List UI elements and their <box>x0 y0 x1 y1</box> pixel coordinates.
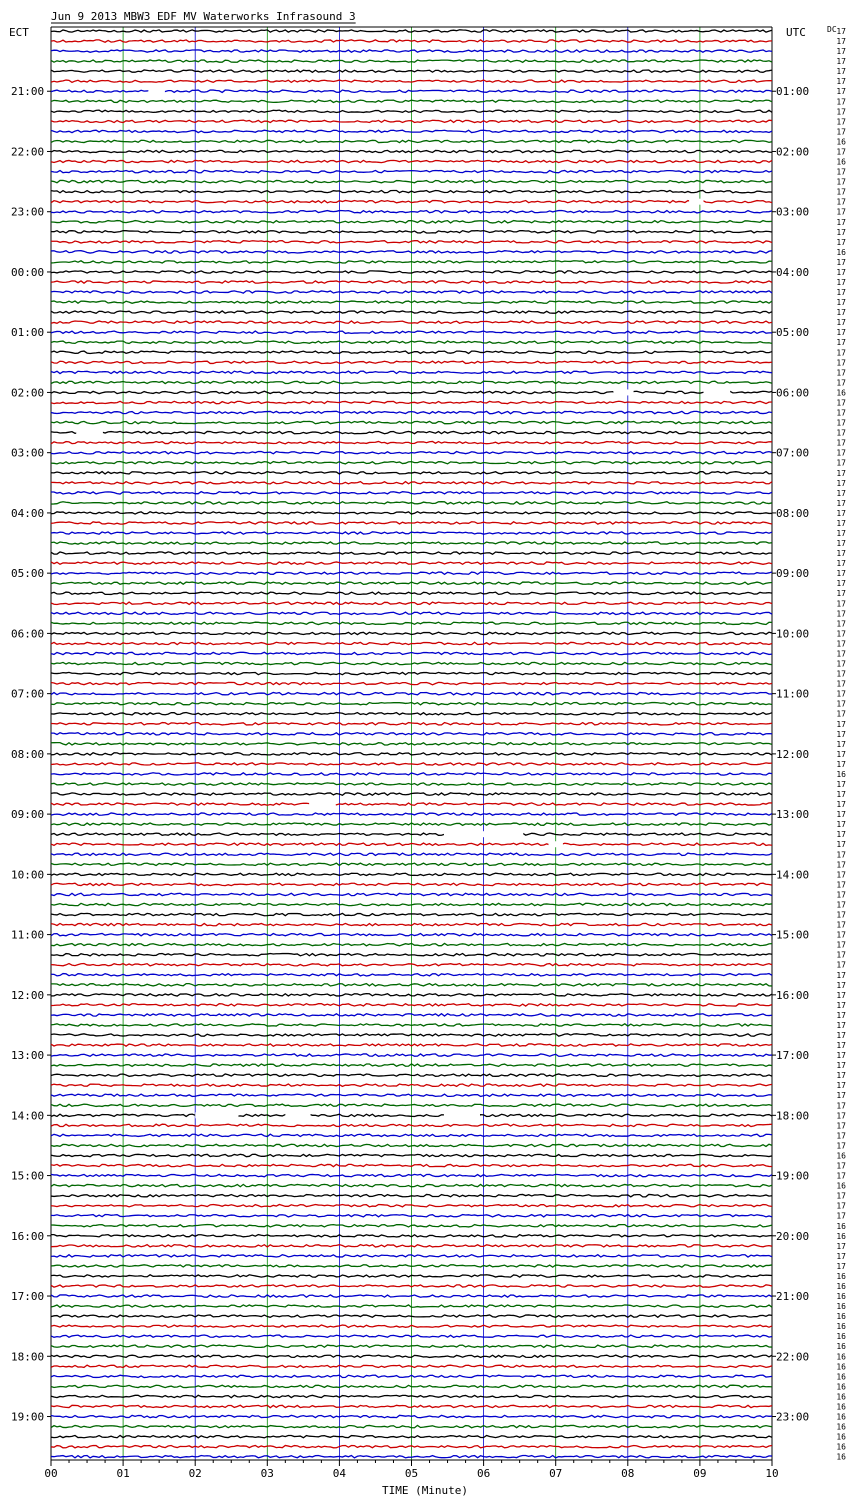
trace-scale-value: 17 <box>836 790 846 800</box>
right-hour-label: 17:00 <box>776 1049 810 1063</box>
data-gap-10 <box>444 1112 480 1118</box>
trace-scale-value: 17 <box>836 1191 846 1201</box>
trace-scale-value: 17 <box>836 408 846 418</box>
left-hour-label: 06:00 <box>11 627 45 641</box>
right-hour-label: 22:00 <box>776 1350 810 1364</box>
trace-scale-value: 17 <box>836 739 846 749</box>
trace-scale-value: 17 <box>836 689 846 699</box>
trace-scale-value: 17 <box>836 599 846 609</box>
right-hour-label: 20:00 <box>776 1229 810 1243</box>
trace-scale-value: 17 <box>836 478 846 488</box>
left-hour-label: 14:00 <box>11 1109 45 1123</box>
trace-scale-value: 17 <box>836 308 846 318</box>
trace-scale-value: 17 <box>836 278 846 287</box>
trace-scale-value: 17 <box>836 187 846 197</box>
trace-scale-value: 17 <box>836 870 846 880</box>
trace-scale-value: 17 <box>836 227 846 237</box>
data-gap-6 <box>444 831 523 837</box>
trace-scale-value: 17 <box>836 1171 846 1181</box>
right-hour-label: 01:00 <box>776 85 810 99</box>
trace-scale-value: 17 <box>836 659 846 669</box>
trace-scale-value: 17 <box>836 1251 846 1261</box>
x-tick-label: 04 <box>332 1467 347 1480</box>
trace-scale-value: 17 <box>836 860 846 870</box>
trace-scale-value: 17 <box>836 619 846 629</box>
trace-scale-value: 17 <box>836 1141 846 1151</box>
right-hour-label: 12:00 <box>776 747 810 761</box>
right-hour-label: 02:00 <box>776 145 810 159</box>
left-hour-label: 11:00 <box>11 928 45 942</box>
right-hour-label: 21:00 <box>776 1290 810 1304</box>
trace-scale-value: 17 <box>836 57 846 67</box>
trace-scale-value: 16 <box>836 1422 846 1432</box>
data-gap-5 <box>309 801 336 807</box>
right-hour-label: 08:00 <box>776 506 810 520</box>
data-gap-3 <box>704 389 731 395</box>
trace-scale-value: 17 <box>836 850 846 860</box>
trace-scale-value: 16 <box>836 247 846 257</box>
trace-scale-value: 17 <box>836 729 846 739</box>
trace-scale-value: 17 <box>836 508 846 518</box>
trace-scale-value: 17 <box>836 368 846 378</box>
trace-scale-value: 17 <box>836 77 846 87</box>
trace-scale-value: 17 <box>836 549 846 559</box>
trace-scale-value: 16 <box>836 1402 846 1412</box>
trace-scale-value: 17 <box>836 780 846 789</box>
right-hour-label: 07:00 <box>776 446 810 460</box>
data-gap-4 <box>76 430 103 436</box>
left-hour-label: 12:00 <box>11 988 45 1002</box>
x-axis-title: TIME (Minute) <box>381 1484 469 1497</box>
trace-scale-value: 17 <box>836 1241 846 1251</box>
trace-scale-value: 17 <box>836 800 846 810</box>
trace-scale-value: 16 <box>836 1221 846 1231</box>
trace-scale-value: 17 <box>836 37 846 47</box>
trace-scale-value: 16 <box>836 137 846 147</box>
trace-scale-value: 17 <box>836 87 846 97</box>
trace-scale-value: 16 <box>836 1181 846 1191</box>
trace-scale-value: 16 <box>836 769 846 779</box>
trace-scale-value: 17 <box>836 358 846 368</box>
trace-scale-value: 17 <box>836 1071 846 1081</box>
trace-scale-value: 17 <box>836 1261 846 1271</box>
trace-scale-value: 17 <box>836 589 846 599</box>
trace-scale-value: 16 <box>836 1342 846 1352</box>
left-hour-label: 01:00 <box>11 326 45 340</box>
trace-scale-value: 17 <box>836 579 846 589</box>
x-tick-label: 10 <box>765 1467 779 1480</box>
trace-scale-value: 17 <box>836 267 846 277</box>
trace-scale-value: 16 <box>836 1412 846 1422</box>
trace-scale-value: 17 <box>836 649 846 659</box>
x-tick-label: 00 <box>44 1467 58 1480</box>
trace-scale-value: 17 <box>836 950 846 960</box>
right-hour-label: 09:00 <box>776 567 810 581</box>
trace-scale-value: 16 <box>836 1452 846 1462</box>
trace-scale-value: 16 <box>836 1372 846 1382</box>
data-gap-8 <box>195 1112 238 1118</box>
left-hour-label: 21:00 <box>11 85 45 99</box>
trace-scale-value: 17 <box>836 1031 846 1040</box>
trace-scale-value: 17 <box>836 719 846 729</box>
trace-scale-value: 17 <box>836 529 846 538</box>
trace-scale-value: 16 <box>836 1271 846 1281</box>
left-hour-label: 04:00 <box>11 506 45 520</box>
trace-scale-value: 17 <box>836 27 846 36</box>
right-hour-label: 18:00 <box>776 1109 810 1123</box>
left-hour-label: 05:00 <box>11 567 45 581</box>
trace-scale-value: 17 <box>836 1131 846 1141</box>
trace-scale-value: 17 <box>836 328 846 338</box>
trace-scale-value: 17 <box>836 1091 846 1101</box>
trace-scale-value: 17 <box>836 177 846 187</box>
trace-scale-value: 17 <box>836 910 846 920</box>
trace-scale-value: 17 <box>836 980 846 990</box>
trace-scale-value: 17 <box>836 67 846 77</box>
data-gap-2 <box>613 389 633 395</box>
trace-scale-value: 17 <box>836 1051 846 1061</box>
trace-scale-value: 17 <box>836 679 846 689</box>
right-hour-label: 23:00 <box>776 1410 810 1424</box>
x-tick-label: 07 <box>549 1467 563 1480</box>
trace-scale-value: 17 <box>836 609 846 619</box>
trace-scale-value: 17 <box>836 920 846 930</box>
trace-scale-value: 17 <box>836 448 846 458</box>
trace-scale-value: 17 <box>836 127 846 137</box>
trace-scale-value: 16 <box>836 1282 846 1291</box>
trace-scale-value: 17 <box>836 47 846 57</box>
trace-scale-value: 17 <box>836 1061 846 1071</box>
right-hour-label: 04:00 <box>776 265 810 279</box>
data-gap-7 <box>548 841 562 847</box>
x-tick-label: 06 <box>476 1467 491 1480</box>
trace-scale-value: 17 <box>836 418 846 428</box>
left-hour-label: 13:00 <box>11 1049 45 1063</box>
trace-scale-value: 17 <box>836 197 846 207</box>
trace-scale-value: 17 <box>836 930 846 940</box>
trace-scale-value: 17 <box>836 1020 846 1030</box>
trace-scale-value: 17 <box>836 498 846 508</box>
left-timezone-label: ECT <box>9 26 29 39</box>
trace-scale-value: 17 <box>836 970 846 980</box>
trace-scale-value: 17 <box>836 639 846 649</box>
left-hour-label: 16:00 <box>11 1229 45 1243</box>
trace-scale-value: 17 <box>836 1211 846 1221</box>
trace-scale-value: 17 <box>836 167 846 177</box>
trace-scale-value: 17 <box>836 217 846 227</box>
trace-scale-value: 17 <box>836 338 846 348</box>
trace-scale-value: 17 <box>836 699 846 709</box>
left-hour-label: 22:00 <box>11 145 45 159</box>
trace-scale-value: 16 <box>836 1332 846 1342</box>
trace-scale-value: 17 <box>836 759 846 769</box>
x-tick-label: 09 <box>693 1467 707 1480</box>
trace-scale-value: 17 <box>836 438 846 448</box>
trace-scale-value: 16 <box>836 157 846 167</box>
data-gap-1 <box>689 199 703 205</box>
trace-scale-value: 17 <box>836 1000 846 1010</box>
trace-scale-value: 17 <box>836 518 846 528</box>
trace-scale-value: 17 <box>836 97 846 107</box>
left-hour-label: 10:00 <box>11 868 45 882</box>
trace-scale-value: 17 <box>836 147 846 157</box>
trace-scale-value: 16 <box>836 1392 846 1402</box>
left-hour-label: 18:00 <box>11 1350 45 1364</box>
left-hour-label: 17:00 <box>11 1290 45 1304</box>
trace-scale-value: 17 <box>836 669 846 679</box>
data-gap-0 <box>148 88 165 94</box>
x-tick-label: 01 <box>116 1467 130 1480</box>
right-timezone-label: UTC <box>786 26 806 39</box>
trace-scale-value: 17 <box>836 840 846 850</box>
trace-scale-value: 17 <box>836 820 846 830</box>
trace-scale-value: 17 <box>836 1161 846 1171</box>
trace-scale-value: 16 <box>836 1382 846 1392</box>
trace-scale-value: 16 <box>836 1292 846 1302</box>
x-tick-label: 02 <box>188 1467 202 1480</box>
trace-scale-value: 16 <box>836 1231 846 1241</box>
trace-scale-value: 17 <box>836 378 846 388</box>
right-hour-label: 16:00 <box>776 988 810 1002</box>
trace-scale-value: 17 <box>836 117 846 127</box>
trace-scale-value: 17 <box>836 900 846 910</box>
trace-scale-value: 16 <box>836 1432 846 1442</box>
trace-scale-value: 17 <box>836 880 846 890</box>
trace-scale-value: 17 <box>836 428 846 438</box>
right-hour-label: 05:00 <box>776 326 810 340</box>
right-hour-label: 06:00 <box>776 386 810 400</box>
trace-scale-value: 17 <box>836 488 846 498</box>
left-hour-label: 07:00 <box>11 687 45 701</box>
trace-scale-value: 17 <box>836 1201 846 1211</box>
trace-scale-value: 17 <box>836 1111 846 1121</box>
trace-scale-value: 17 <box>836 629 846 639</box>
left-hour-label: 19:00 <box>11 1410 45 1424</box>
trace-scale-value: 17 <box>836 709 846 719</box>
trace-scale-value: 16 <box>836 1352 846 1362</box>
right-hour-label: 14:00 <box>776 868 810 882</box>
x-tick-label: 03 <box>260 1467 274 1480</box>
trace-scale-value: 17 <box>836 458 846 468</box>
trace-scale-value: 17 <box>836 468 846 478</box>
trace-scale-value: 17 <box>836 348 846 358</box>
left-hour-label: 03:00 <box>11 446 45 460</box>
trace-scale-value: 16 <box>836 1442 846 1452</box>
dc-label: DC <box>827 25 837 34</box>
left-hour-label: 23:00 <box>11 205 45 219</box>
left-hour-label: 15:00 <box>11 1169 45 1183</box>
trace-scale-value: 17 <box>836 1081 846 1091</box>
x-tick-label: 08 <box>621 1467 635 1480</box>
trace-scale-value: 17 <box>836 559 846 569</box>
trace-scale-value: 16 <box>836 1312 846 1322</box>
left-hour-label: 08:00 <box>11 747 45 761</box>
trace-scale-value: 16 <box>836 388 846 398</box>
trace-scale-value: 16 <box>836 1302 846 1312</box>
left-hour-label: 09:00 <box>11 808 45 822</box>
trace-scale-value: 17 <box>836 990 846 1000</box>
trace-scale-value: 17 <box>836 539 846 549</box>
right-hour-label: 13:00 <box>776 808 810 822</box>
trace-scale-value: 17 <box>836 1041 846 1051</box>
chart-title: Jun 9 2013 MBW3 EDF MV Waterworks Infrasound 3 <box>51 10 356 23</box>
trace-scale-value: 17 <box>836 1121 846 1131</box>
trace-scale-value: 17 <box>836 237 846 247</box>
trace-scale-value: 17 <box>836 318 846 328</box>
trace-scale-value: 17 <box>836 398 846 408</box>
trace-scale-value: 17 <box>836 257 846 267</box>
data-gap-9 <box>285 1112 310 1118</box>
trace-scale-value: 17 <box>836 569 846 579</box>
trace-scale-value: 17 <box>836 1010 846 1020</box>
trace-scale-value: 17 <box>836 940 846 950</box>
trace-scale-value: 16 <box>836 1362 846 1372</box>
trace-scale-value: 17 <box>836 107 846 117</box>
right-hour-label: 10:00 <box>776 627 810 641</box>
trace-scale-value: 17 <box>836 298 846 308</box>
trace-scale-value: 16 <box>836 1151 846 1161</box>
right-hour-label: 03:00 <box>776 205 810 219</box>
trace-scale-value: 17 <box>836 830 846 840</box>
left-hour-label: 00:00 <box>11 265 45 279</box>
right-hour-label: 19:00 <box>776 1169 810 1183</box>
left-hour-label: 02:00 <box>11 386 45 400</box>
trace-scale-value: 16 <box>836 1322 846 1332</box>
trace-scale-value: 17 <box>836 749 846 759</box>
right-hour-label: 15:00 <box>776 928 810 942</box>
trace-scale-value: 17 <box>836 1101 846 1111</box>
trace-scale-value: 17 <box>836 810 846 820</box>
trace-scale-value: 17 <box>836 960 846 970</box>
x-tick-label: 05 <box>404 1467 419 1480</box>
trace-scale-value: 17 <box>836 288 846 298</box>
trace-scale-value: 17 <box>836 890 846 900</box>
trace-scale-value: 17 <box>836 207 846 217</box>
right-hour-label: 11:00 <box>776 687 810 701</box>
